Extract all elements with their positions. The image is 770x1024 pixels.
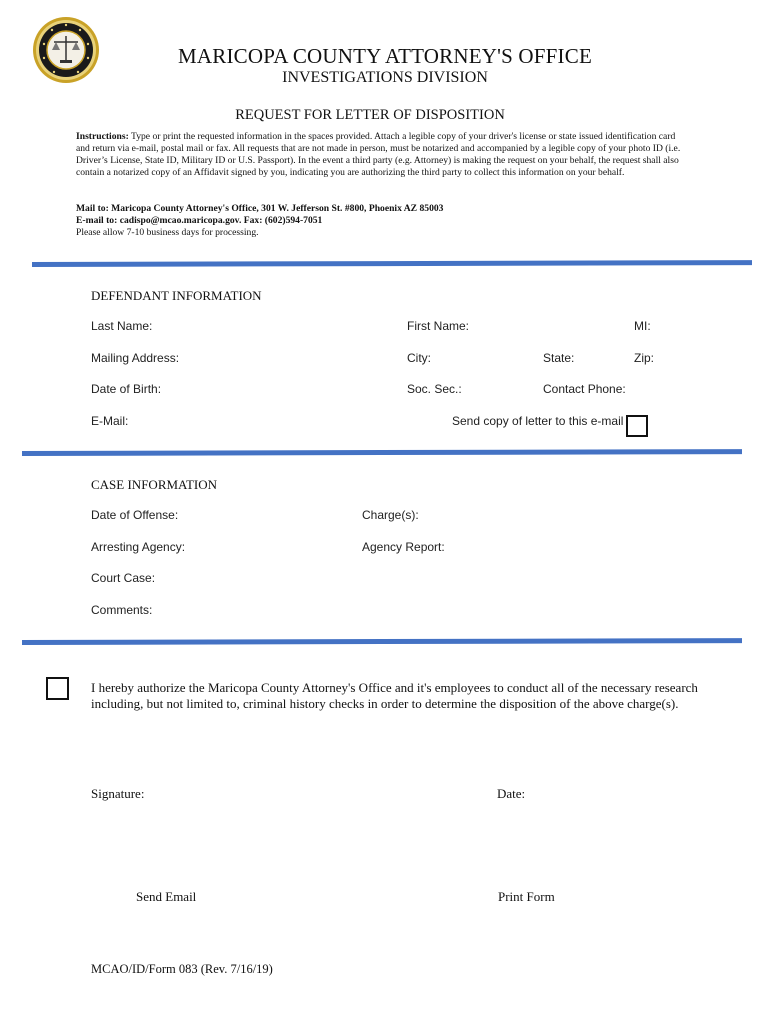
date-field[interactable]: Date:	[497, 786, 526, 801]
contact-phone-field[interactable]: Contact Phone:	[543, 382, 626, 396]
instructions-block	[76, 131, 688, 179]
authorization-checkbox[interactable]	[46, 677, 69, 700]
email-line: E-mail to: cadispo@mcao.maricopa.gov. Fax: (602)594-7051	[76, 215, 323, 226]
send-copy-label: Send copy of letter to this e-mail	[452, 414, 624, 428]
agency-report-field[interactable]: Agency Report:	[362, 540, 445, 554]
charges-field[interactable]: Charge(s):	[362, 508, 419, 522]
state-field[interactable]: State:	[543, 351, 575, 365]
defendant-heading: DEFENDANT INFORMATION	[91, 288, 262, 303]
section-divider	[22, 638, 742, 645]
section-divider	[22, 449, 742, 456]
case-heading: CASE INFORMATION	[91, 477, 218, 492]
page-subtitle: INVESTIGATIONS DIVISION	[282, 69, 488, 86]
authorization-text: I hereby authorize the Maricopa County Attorney's Office and it's employees to conduct all of the necessary research including, but not limited to, criminal history checks in order to determine the disposition of the above charge(s).	[91, 680, 698, 711]
instructions-text: Type or print the requested information in the spaces provided. Attach a legible copy of your driver's license or state issued identification card and return via e-mail, postal mail or fax. All requests that are not made in person, must be notarized and accompanied by a legible copy of your photo ID (i.e. Driver’s License, State ID, Military ID or U.S. Passport). In the event a third party (e.g. Attorney) is making the request on your behalf, the request shall also contain a notarized copy of an Affidavit signed by you, indicating you are authorizing the third party to collect this information on your behalf.	[76, 131, 681, 178]
mailing-address-field[interactable]: Mailing Address:	[91, 351, 180, 365]
email-field[interactable]: E-Mail:	[91, 414, 129, 428]
date-of-birth-field[interactable]: Date of Birth:	[91, 382, 162, 396]
signature-field[interactable]: Signature:	[91, 786, 145, 801]
processing-note: Please allow 7-10 business days for processing.	[76, 227, 259, 238]
form-id-footer: MCAO/ID/Form 083 (Rev. 7/16/19)	[91, 962, 273, 976]
page-title: MARICOPA COUNTY ATTORNEY'S OFFICE	[178, 44, 592, 68]
date-of-offense-field[interactable]: Date of Offense:	[91, 508, 179, 522]
first-name-field[interactable]: First Name:	[407, 319, 470, 333]
soc-sec-field[interactable]: Soc. Sec.:	[407, 382, 462, 396]
mail-line: Mail to: Maricopa County Attorney's Office, 301 W. Jefferson St. #800, Phoenix AZ 85003	[76, 203, 444, 214]
send-email-button[interactable]: Send Email	[136, 889, 197, 904]
instructions-label: Instructions:	[76, 131, 129, 142]
last-name-field[interactable]: Last Name:	[91, 319, 153, 333]
contact-block	[76, 203, 688, 239]
court-case-field[interactable]: Court Case:	[91, 571, 156, 585]
mi-field[interactable]: MI:	[634, 319, 651, 333]
arresting-agency-field[interactable]: Arresting Agency:	[91, 540, 186, 554]
city-field[interactable]: City:	[407, 351, 431, 365]
section-divider	[32, 260, 752, 267]
print-form-button[interactable]: Print Form	[498, 889, 555, 904]
zip-field[interactable]: Zip:	[634, 351, 655, 365]
send-copy-checkbox[interactable]	[626, 415, 648, 437]
comments-field[interactable]: Comments:	[91, 603, 153, 617]
form-title: REQUEST FOR LETTER OF DISPOSITION	[235, 107, 505, 123]
